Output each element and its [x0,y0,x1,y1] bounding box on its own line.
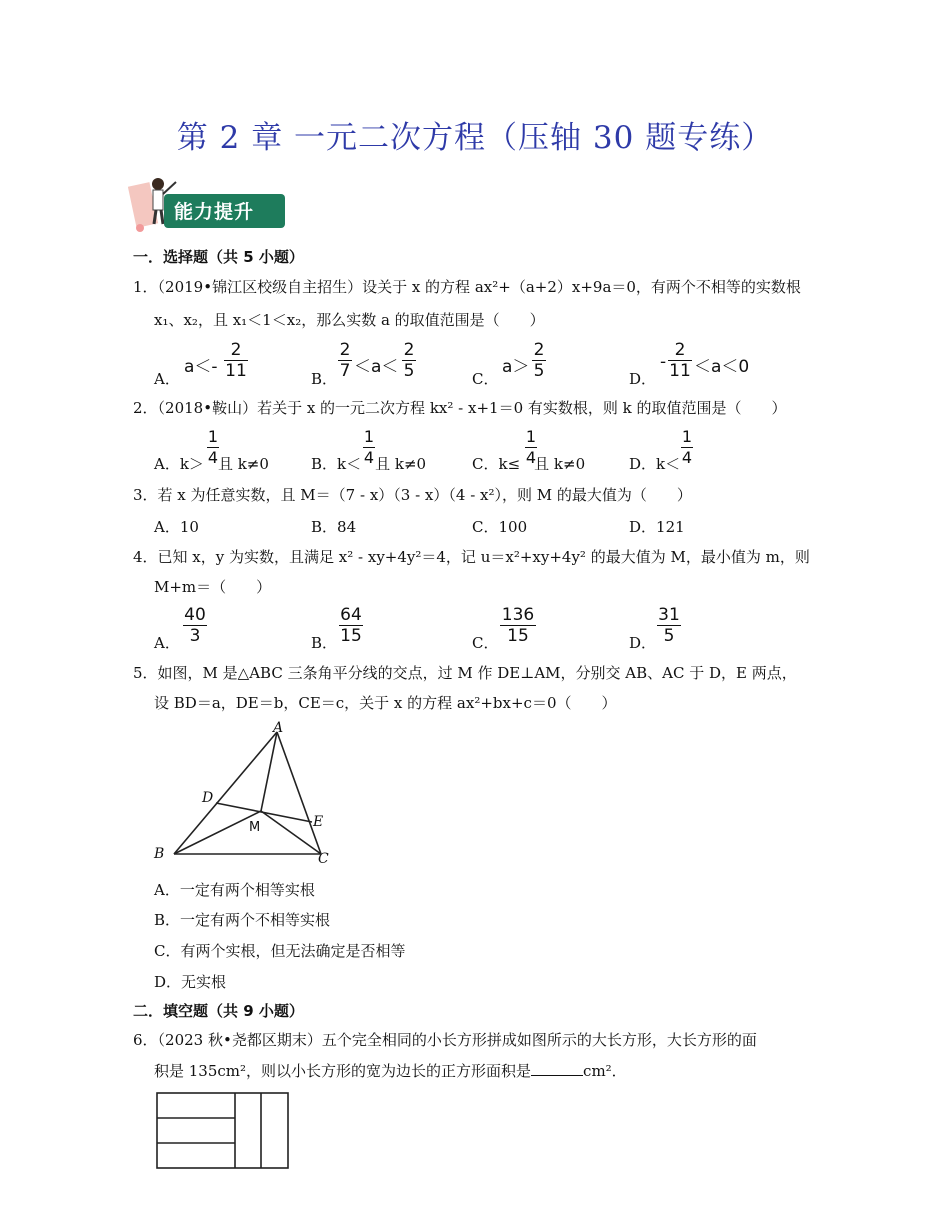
q1-option-d-post: ＜a＜0 [694,357,750,377]
label-m: M [249,820,261,835]
label-c: C [318,851,329,867]
q2-option-c: C．k≤ 且 k≠0 [472,455,586,473]
q5-option-c: C．有两个实根，但无法确定是否相等 [154,942,406,960]
q1-option-d-pre: - [660,352,667,372]
q5-option-d: D．无实根 [154,973,227,991]
q1-option-a-fraction: 2 11 [225,340,247,381]
segment-bm [174,811,261,854]
q1-option-a [154,368,180,389]
question-2-line-1: 2．（2018•鞍山）若关于 x 的一元二次方程 kx² - x+1＝0 有实数根，则 k 的取值范围是（ ） [133,399,787,417]
q1-option-c: C． [472,370,499,388]
q5-option-b: B．一定有两个不相等实根 [154,911,331,929]
q4-option-a-fraction: 40 3 [184,605,206,646]
q2-option-b: B．k＜ 且 k≠0 [311,455,427,473]
q1-option-c-pre: a＞ [502,357,530,377]
q2-option-a: A．k＞ 且 k≠0 [154,455,269,473]
segment-am [261,732,277,811]
q3-option-a: A．10 [154,518,199,536]
question-1-line-2: x₁、x₂，且 x₁＜1＜x₂，那么实数 a 的取值范围是（ ） [154,311,545,329]
label-a: A [273,720,284,736]
q1-option-d-fraction: 2 11 [669,340,691,381]
question-5-line-1: 5．如图，M 是△ABC 三条角平分线的交点，过 M 作 DE⊥AM，分别交 AB、AC 于 D，E 两点， [133,664,797,682]
q1-option-c-fraction: 2 5 [533,340,545,381]
q5-option-a: A．一定有两个相等实根 [154,881,315,899]
q3-option-c: C．100 [472,518,528,536]
ability-badge [128,170,288,234]
question-1-line-1: 1．（2019•锦江区校级自主招生）设关于 x 的方程 ax²+（a+2）x+9a＝0，有两个不相等的实数根 [133,278,801,296]
q1-option-b: B． [311,370,338,388]
q4-option-c-fraction: 136 15 [501,605,535,646]
q3-option-d: D．121 [629,518,685,536]
q4-option-c: C． [472,634,499,652]
answer-blank[interactable] [531,1061,583,1076]
section-heading-choice: 一．选择题（共 5 小题） [133,248,304,266]
q1-option-b-mid: ＜a＜ [354,357,399,377]
label-d: D [202,790,214,806]
q4-option-b-fraction: 64 15 [340,605,362,646]
option-letter: A． [154,370,180,388]
q2-option-c-fraction: 1 4 [525,427,537,467]
q4-option-d-fraction: 31 5 [658,605,680,646]
triangle-figure [150,718,350,868]
q2-option-d: D．k＜ [629,455,681,473]
label-b: B [154,846,165,862]
page-title: 第 2 章 一元二次方程（压轴 30 题专练） [176,120,774,156]
q4-option-a: A． [154,634,180,652]
q1-option-b-fraction-1: 2 7 [339,340,351,381]
q2-option-d-fraction: 1 4 [681,427,693,467]
q1-option-b-fraction-2: 2 5 [403,340,415,381]
label-e: E [313,814,324,830]
q1-option-a-pre: a＜- [184,357,218,377]
q4-option-b: B． [311,634,338,652]
q1-option-d: D． [629,370,657,388]
question-4-line-2: M+m＝（ ） [154,578,272,596]
badge-label: 能力提升 [174,201,255,223]
section-heading-fill: 二．填空题（共 9 小题） [133,1002,304,1020]
q3-option-b: B．84 [311,518,357,536]
q4-option-d: D． [629,634,657,652]
question-6-line-2: 积是 135cm²，则以小长方形的宽为边长的正方形面积是 cm²． [154,1062,627,1080]
question-3-line-1: 3．若 x 为任意实数，且 M＝（7 - x）（3 - x）（4 - x²），则 M 的最大值为（ ） [133,486,692,504]
question-5-line-2: 设 BD＝a，DE＝b，CE＝c，关于 x 的方程 ax²+bx+c＝0（ ） [154,694,617,712]
question-4-line-1: 4．已知 x，y 为实数，且满足 x² - xy+4y²＝4，记 u＝x²+xy+4y² 的最大值为 M，最小值为 m，则 [133,548,810,566]
rectangle-figure [156,1092,290,1170]
side-ab [174,732,277,854]
q2-option-b-fraction: 1 4 [363,427,375,467]
question-6-line-1: 6．（2023 秋•尧都区期末）五个完全相同的小长方形拼成如图所示的大长方形，大长方形的面 [133,1031,757,1049]
side-ac [277,732,324,854]
q2-option-a-fraction: 1 4 [207,427,219,467]
